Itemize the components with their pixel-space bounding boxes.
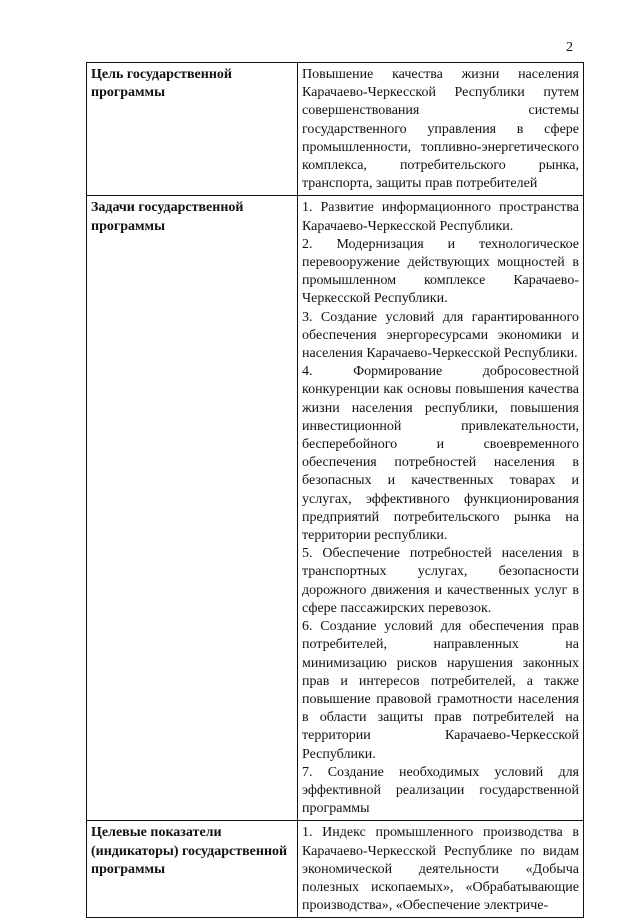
task-item-6: 6. Создание условий для обеспечения прав потребителей, направленных на минимизацию рисков нарушения законных прав и интересов потребителей, а также повышение правовой грамотности населения в области защиты прав потребителей на территории Карачаево-Черкесской Республики. (302, 619, 579, 762)
row-content-goal (298, 63, 584, 196)
task-item-3: 3. Создание условий для гарантированного обеспечения энергоресурсами экономики и населения Карачаево-Черкесской Республики. (302, 309, 579, 362)
row-content-indicators (298, 821, 584, 918)
task-item-4: 4. Формирование добросовестной конкуренции как основы повышения качества жизни населения республики, повышения инвестиционной привлекательности, бесперебойного и своевременного обеспечения потребностей населения в безопасных и качественных товарах и услугах, эффективного функционирования предприятий потребительского рынка на территории республики. (302, 364, 579, 544)
program-passport-table (86, 62, 584, 918)
goal-text: Повышение качества жизни населения Карачаево-Черкесской Республики путем совершенствования системы государственного управления в сфере промышленности, топливно-энергетического комплекса, потребительского рынка, транспорта, защиты прав потребителей (302, 67, 579, 192)
table-row-indicators (87, 821, 584, 918)
task-item-5: 5. Обеспечение потребностей населения в транспортных услугах, безопасности дорожного движения и качественных услуг в сфере пассажирских перевозок. (302, 546, 579, 616)
row-label-goal: Цель государственной программы (87, 63, 298, 196)
task-item-2: 2. Модернизация и технологическое перевооружение действующих мощностей в промышленном комплексе Карачаево-Черкесской Республики. (302, 236, 579, 307)
task-item-7: 7. Создание необходимых условий для эффективной реализации государственной программы (302, 764, 579, 817)
task-item-1: 1. Развитие информационного пространства Карачаево-Черкесской Республики. (302, 200, 579, 234)
row-label-tasks: Задачи государственной программы (87, 196, 298, 821)
indicator-item-1: 1. Индекс промышленного производства в Карачаево-Черкесской Республике по видам экономической деятельности «Добыча полезных ископаемых», «Обрабатывающие производства», «Обеспечение электриче- (302, 825, 579, 914)
row-label-indicators: Целевые показатели (индикаторы) государственной программы (87, 821, 298, 918)
page-number: 2 (566, 40, 573, 55)
row-content-tasks (298, 196, 584, 821)
table-row-goal (87, 63, 584, 196)
table-row-tasks (87, 196, 584, 821)
